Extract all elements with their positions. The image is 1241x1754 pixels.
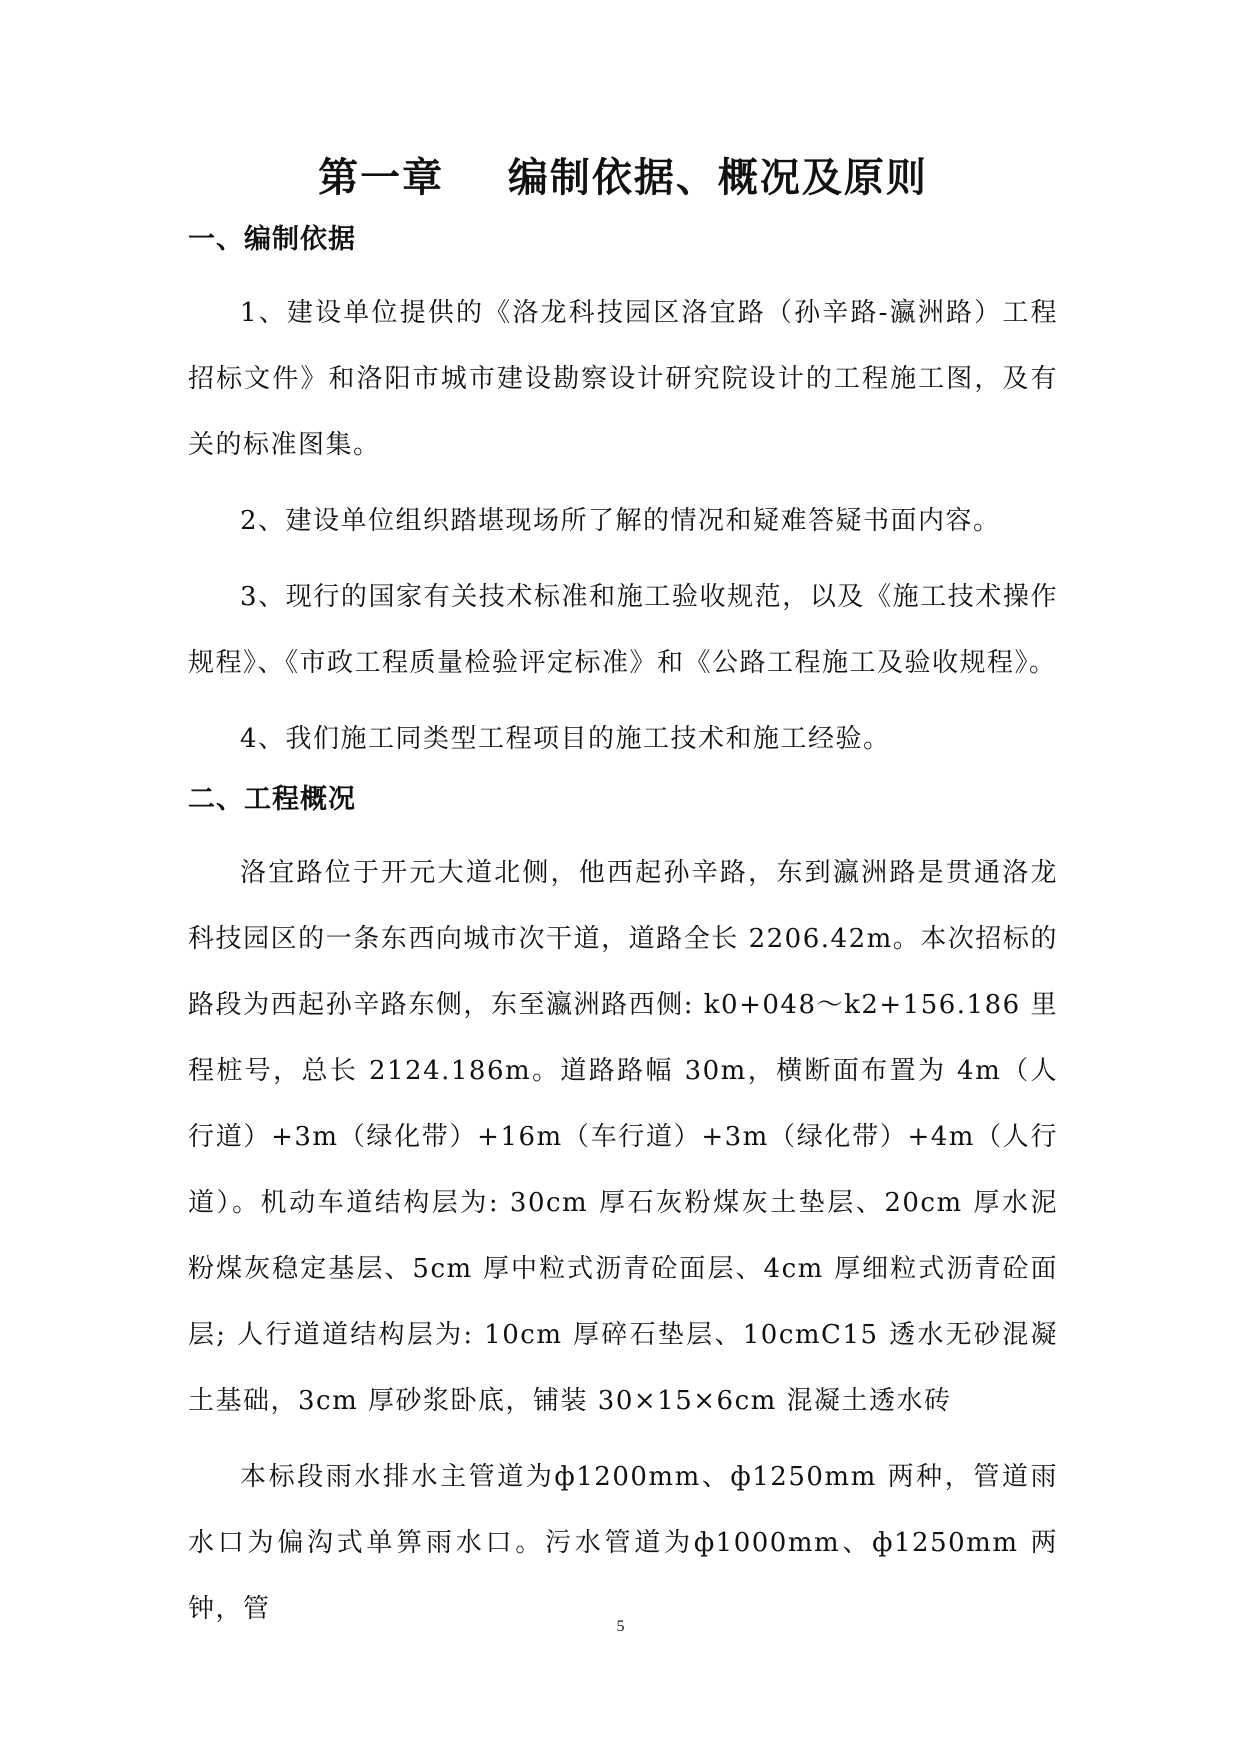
paragraph-block xyxy=(188,564,1058,696)
paragraph-block xyxy=(188,280,1058,478)
paragraph-basis-1: 1、建设单位提供的《洛龙科技园区洛宜路（孙辛路-瀛洲路）工程招标文件》和洛阳市城市建设勘察设计研究院设计的工程施工图，及有关的标准图集。 xyxy=(188,298,1058,460)
section-heading-project-overview: 二、工程概况 xyxy=(188,784,356,815)
paragraph-basis-2: 2、建设单位组织踏堪现场所了解的情况和疑难答疑书面内容。 xyxy=(240,506,1001,536)
paragraph-block xyxy=(188,488,1058,554)
section-project-overview xyxy=(188,782,1058,1642)
paragraph-basis-3: 3、现行的国家有关技术标准和施工验收规范，以及《施工技术操作规程》、《市政工程质量检验评定标准》和《公路工程施工及验收规程》。 xyxy=(188,582,1058,678)
paragraph-block xyxy=(188,1444,1058,1642)
paragraph-overview-1: 洛宜路位于开元大道北侧，他西起孙辛路，东到瀛洲路是贯通洛龙科技园区的一条东西向城市次干道，道路全长 2206.42m。本次招标的路段为西起孙辛路东侧，东至瀛洲路西侧: k0+048～k2+156.186 里程桩号，总长 2124.186m。道路路幅 30m，横断面布置为 4m（人行道）+3m（绿化带）+16m（车行道）+3m（绿化带）+4m（人行道）。机动车道结构层为: 30cm 厚石灰粉煤灰土垫层、20cm 厚水泥粉煤灰稳定基层、5cm 厚中粒式沥青砼面层、4cm 厚细粒式沥青砼面层; 人行道道结构层为: 10cm 厚碎石垫层、10cmC15 透水无砂混凝土基础，3cm 厚砂浆卧底，铺装 30×15×6cm 混凝土透水砖 xyxy=(188,858,1058,1416)
page-content xyxy=(188,150,1058,1652)
chapter-title: 第一章 编制依据、概况及原则 xyxy=(318,155,928,201)
section-heading-compilation-basis: 一、编制依据 xyxy=(188,224,356,255)
paragraph-block xyxy=(188,840,1058,1434)
section-compilation-basis xyxy=(188,222,1058,772)
page-number: 5 xyxy=(616,1618,625,1635)
paragraph-block xyxy=(188,706,1058,772)
paragraph-basis-4: 4、我们施工同类型工程项目的施工技术和施工经验。 xyxy=(240,724,891,754)
paragraph-overview-2: 本标段雨水排水主管道为ф1200mm、ф1250mm 两种，管道雨水口为偏沟式单箅雨水口。污水管道为ф1000mm、ф1250mm 两钟，管 xyxy=(188,1462,1058,1624)
